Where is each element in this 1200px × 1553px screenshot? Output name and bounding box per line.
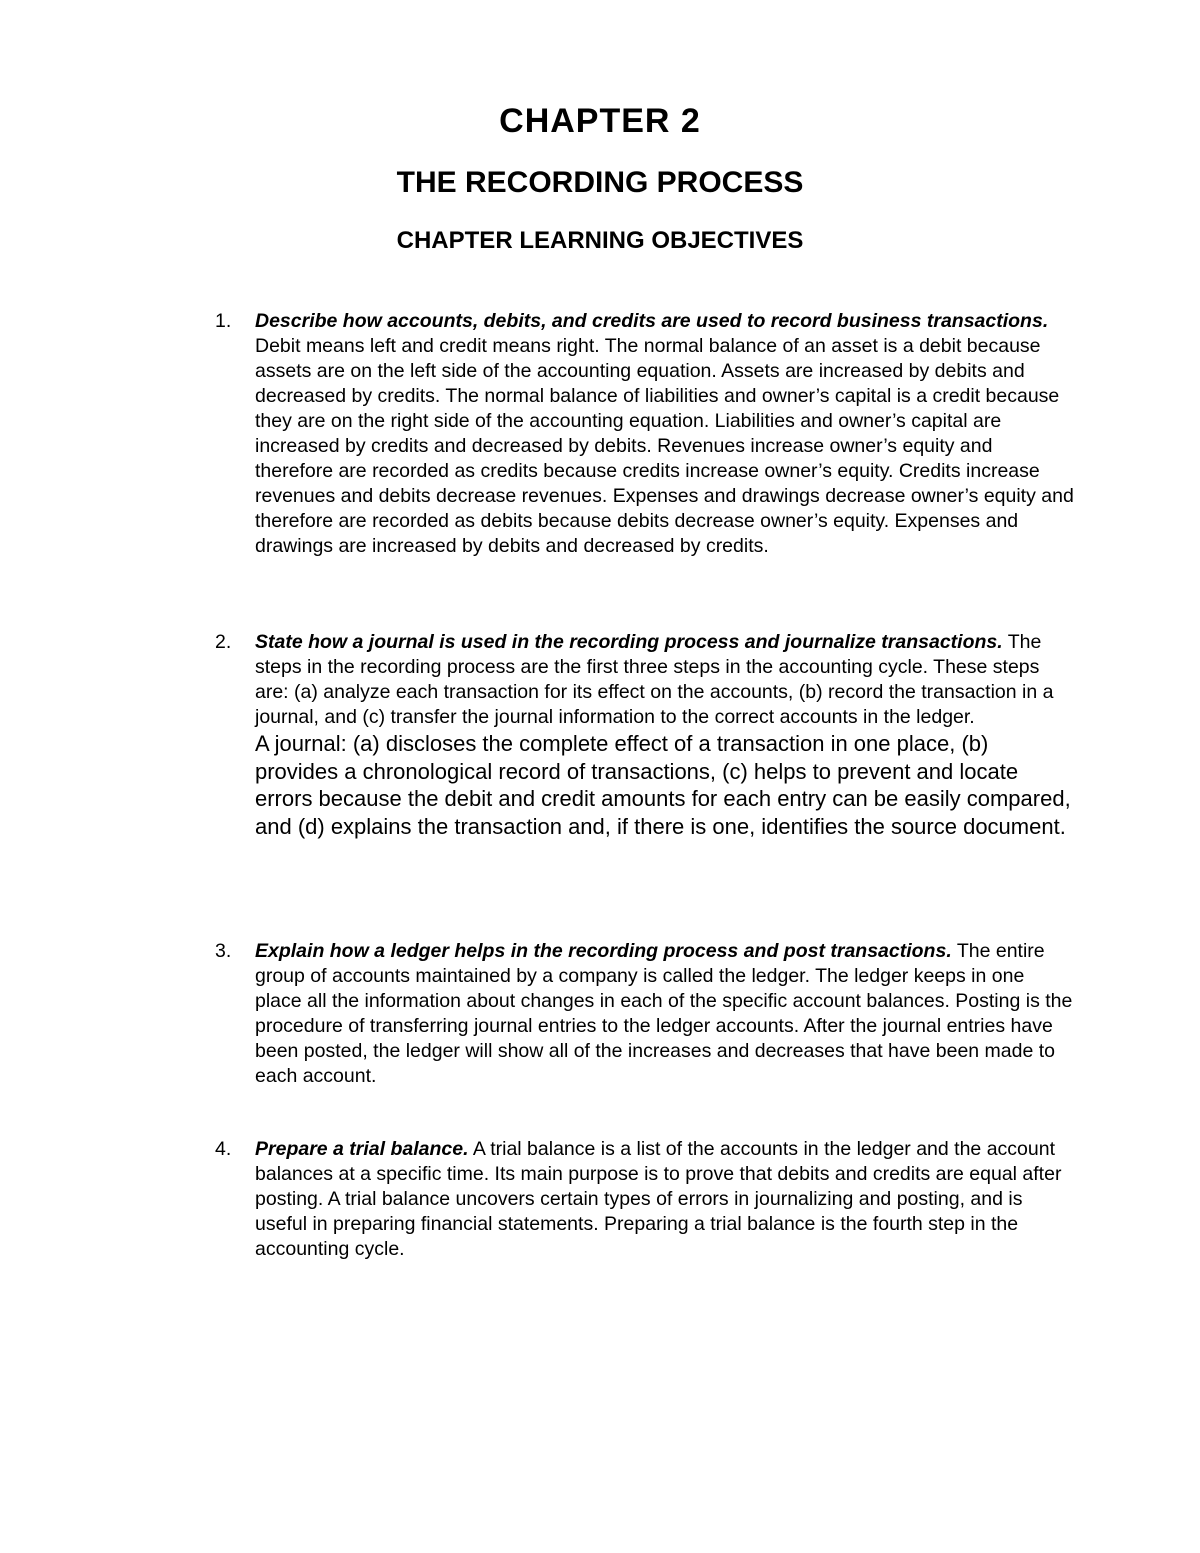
- objective-heading: Describe how accounts, debits, and credits are used to record business transactions.: [255, 310, 1049, 332]
- objective-body: [255, 939, 1075, 1089]
- objectives-title: CHAPTER LEARNING OBJECTIVES: [396, 227, 804, 254]
- objective-text: A trial balance is a list of the accounts in the ledger and the account balances at a specific time. Its main purpose is to prove that debits and credits are equal after posting. A trial balance uncovers certain types of errors in journalizing and posting, and is useful in preparing financial statements. Preparing a trial balance is the fourth step in the accounting cycle.: [255, 1138, 1062, 1260]
- objective-body: [255, 1137, 1075, 1262]
- objective-heading: State how a journal is used in the recording process and journalize transactions.: [255, 631, 1003, 653]
- objective-heading: Explain how a ledger helps in the recording process and post transactions.: [255, 940, 952, 962]
- objective-text: Debit means left and credit means right. The normal balance of an asset is a debit because assets are on the left side of the accounting equation. Assets are increased by debits and decreased by credits. The normal balance of liabilities and owner’s capital is a credit because they are on the right side of the accounting equation. Liabilities and owner’s capital are increased by credits and decreased by debits. Revenues increase owner’s equity and therefore are recorded as credits because credits increase owner’s equity. Credits increase revenues and debits decrease revenues. Expenses and drawings decrease owner’s equity and therefore are recorded as debits because debits decrease owner’s equity. Expenses and drawings are increased by debits and decreased by credits.: [255, 335, 1074, 557]
- objective-number: 4.: [215, 1138, 232, 1160]
- objective-number: 1.: [215, 310, 232, 332]
- objective-text: The entire group of accounts maintained by a company is called the ledger. The ledger keeps in one place all the information about changes in each of the specific account balances. Posting is the procedure of transferring journal entries to the ledger accounts. After the journal entries have been posted, the ledger will show all of the increases and decreases that have been made to each account.: [255, 940, 1073, 1087]
- objective-item: [215, 939, 1075, 1089]
- objective-body: [255, 309, 1075, 559]
- objective-item: [215, 309, 1075, 559]
- objective-number: 2.: [215, 631, 232, 653]
- journal-paragraph: A journal: (a) discloses the complete effect of a transaction in one place, (b) provides a chronological record of transactions, (c) helps to prevent and locate errors because the debit and credit amounts for each entry can be easily compared, and (d) explains the transaction and, if there is one, identifies the source document.: [255, 731, 1071, 839]
- section-title: THE RECORDING PROCESS: [396, 166, 804, 199]
- objective-item: [215, 630, 1075, 840]
- objective-number: 3.: [215, 940, 232, 962]
- objective-body: [255, 630, 1075, 840]
- chapter-title: CHAPTER 2: [499, 102, 701, 140]
- objective-heading: Prepare a trial balance.: [255, 1138, 469, 1160]
- objective-text: The steps in the recording process are the first three steps in the accounting cycle. These steps are: (a) analyze each transaction for its effect on the accounts, (b) record the transaction in a journal, and (c) transfer the journal information to the correct accounts in the ledger.: [255, 631, 1054, 728]
- objective-item: [215, 1137, 1075, 1262]
